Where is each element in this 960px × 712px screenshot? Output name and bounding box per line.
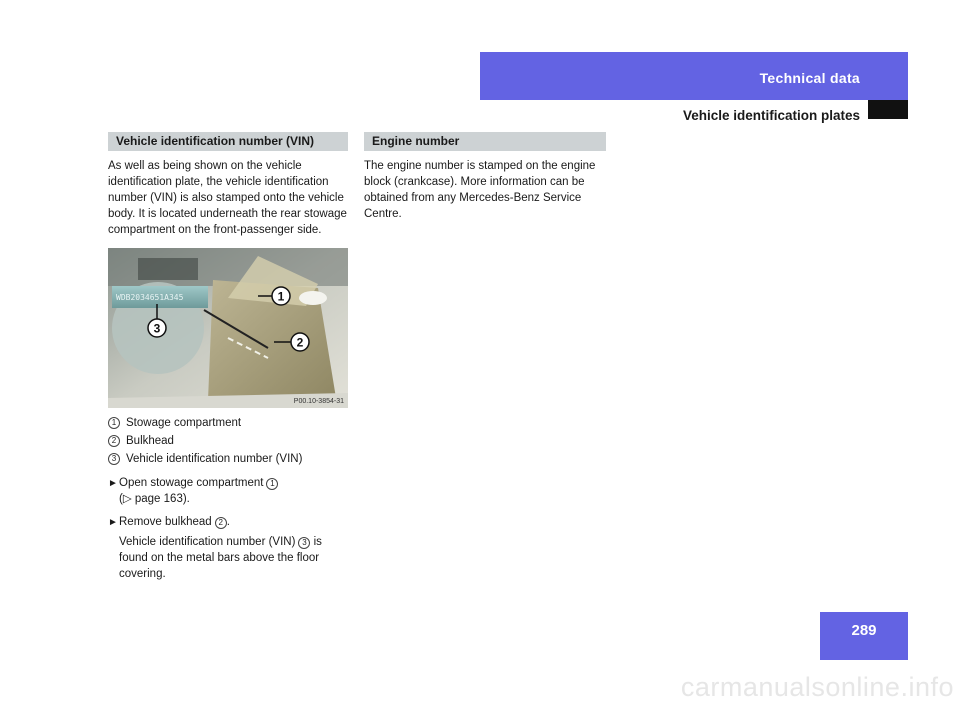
page-reference-link[interactable]: (▷ page 163).	[119, 493, 190, 505]
step-note	[119, 534, 348, 582]
right-column	[364, 132, 606, 222]
legend-item	[108, 432, 348, 450]
svg-text:WDB2034651A345: WDB2034651A345	[116, 293, 184, 302]
step-suffix: .	[226, 516, 230, 528]
legend-item	[108, 414, 348, 432]
page-number-box	[820, 612, 908, 660]
page-number: 289	[851, 622, 877, 639]
step-arrow-icon: ►	[108, 517, 118, 528]
vin-intro: As well as being shown on the vehicle identification plate, the vehicle identification number (VIN) is also stamped onto the vehicle body. It is located underneath the rear stowage compartment on the front-passenger side.	[108, 160, 347, 236]
section-title: Technical data	[759, 70, 860, 86]
figure-legend	[108, 414, 348, 468]
instruction-step	[108, 514, 348, 582]
step-text: Open stowage compartment	[119, 477, 264, 489]
step-number: 2	[215, 517, 227, 529]
step-note-number: 3	[298, 537, 310, 549]
legend-text: Bulkhead	[126, 435, 174, 447]
step-note-text: Vehicle identification number (VIN)	[119, 536, 296, 548]
header-band	[480, 52, 908, 100]
callout-3: 3	[153, 321, 161, 336]
left-column	[108, 132, 348, 582]
header-tab-marker	[868, 100, 908, 119]
legend-number: 2	[108, 435, 120, 447]
step-number: 1	[266, 478, 278, 490]
step-note-text: is found on the metal bars above the floor covering.	[119, 536, 322, 580]
engine-text: The engine number is stamped on the engine block (crankcase). More information can be obtained from any Mercedes-Benz Service Centre.	[364, 160, 596, 220]
instruction-step	[108, 475, 348, 507]
figure-code: P00.10-3854-31	[293, 398, 344, 405]
legend-number: 3	[108, 453, 120, 465]
vin-heading: Vehicle identification number (VIN)	[108, 132, 348, 151]
step-text: Remove bulkhead	[119, 516, 212, 528]
watermark: carmanualsonline.info	[680, 672, 954, 702]
legend-text: Stowage compartment	[126, 417, 242, 429]
vin-location-photo	[108, 248, 348, 408]
callout-1: 1	[277, 289, 285, 304]
step-arrow-icon: ►	[108, 478, 118, 489]
legend-item	[108, 450, 348, 468]
legend-text: Vehicle identification number (VIN)	[126, 453, 303, 465]
vin-photo-illustration	[108, 248, 348, 408]
page-subtitle: Vehicle identification plates	[682, 108, 860, 123]
legend-number: 1	[108, 417, 120, 429]
callout-2: 2	[296, 335, 304, 350]
engine-heading: Engine number	[364, 132, 606, 151]
